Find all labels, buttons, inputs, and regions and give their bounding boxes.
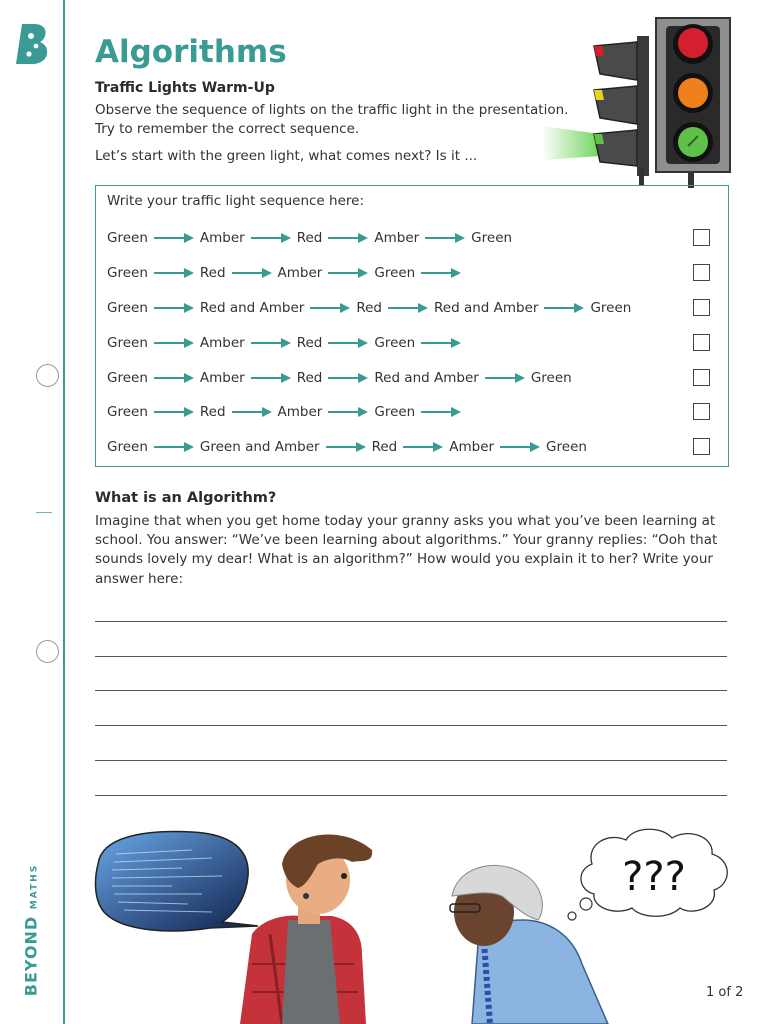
arrow-right-icon	[500, 441, 540, 453]
answer-line[interactable]	[95, 621, 727, 622]
sequence-step: Red	[371, 439, 398, 455]
algorithm-heading: What is an Algorithm?	[95, 490, 277, 506]
sequence-step: Amber	[199, 370, 245, 386]
conversation-illustration	[92, 824, 742, 1024]
sequence-checkbox-1[interactable]	[693, 229, 710, 246]
sequence-checkbox-6[interactable]	[693, 403, 710, 420]
arrow-right-icon	[251, 232, 291, 244]
sequence-step: Red and Amber	[434, 300, 539, 316]
sequence-checkbox-2[interactable]	[693, 264, 710, 281]
fold-mark	[36, 512, 52, 513]
punch-hole-bottom	[36, 640, 59, 663]
arrow-right-icon	[154, 372, 194, 384]
thought-bubble-icon	[568, 829, 727, 920]
arrow-right-icon	[232, 406, 272, 418]
warmup-line-1: Observe the sequence of lights on the traffic light in the presentation.	[95, 102, 569, 118]
sequence-step: Amber	[199, 230, 245, 246]
warmup-heading: Traffic Lights Warm-Up	[95, 80, 275, 96]
arrow-right-icon	[154, 232, 194, 244]
arrow-right-icon	[232, 267, 272, 279]
sequence-step: Red	[356, 300, 382, 316]
sequence-checkbox-7[interactable]	[693, 438, 710, 455]
sequence-box	[95, 185, 729, 467]
sequence-step: Amber	[199, 335, 245, 351]
arrow-right-icon	[154, 267, 194, 279]
beyond-logo-icon	[14, 22, 50, 66]
arrow-right-icon	[154, 302, 194, 314]
brand-subtitle: MATHS	[29, 863, 40, 910]
sequence-step: Amber	[277, 265, 323, 281]
algorithm-text-line-1: Imagine that when you get home today your granny asks you what you’ve been learning at	[95, 513, 716, 529]
sequence-option-3	[107, 298, 631, 318]
arrow-right-icon	[328, 232, 368, 244]
sequence-step: Red	[199, 265, 226, 281]
arrow-right-icon	[421, 267, 461, 279]
sequence-option-1	[107, 228, 512, 248]
sequence-step: Green	[107, 300, 148, 316]
arrow-right-icon	[251, 372, 291, 384]
sequence-step: Amber	[277, 404, 323, 420]
arrow-right-icon	[328, 267, 368, 279]
sequence-checkbox-5[interactable]	[693, 369, 710, 386]
arrow-right-icon	[310, 302, 350, 314]
sequence-step: Green	[530, 370, 572, 386]
sequence-step: Red	[296, 335, 323, 351]
sequence-option-2	[107, 263, 467, 283]
sequence-step: Green	[107, 335, 148, 351]
sequence-step: Green	[107, 370, 148, 386]
sequence-step: Green	[471, 230, 513, 246]
algorithm-text-line-4: answer here:	[95, 571, 184, 587]
sequence-step: Green	[374, 404, 416, 420]
brand-name: BEYOND	[21, 915, 41, 997]
sequence-step: Green	[374, 335, 416, 351]
algorithm-text-line-3: sounds lovely my dear! What is an algorithm?” How would you explain it to her? Write your	[95, 551, 713, 567]
speech-bubble-icon	[96, 832, 258, 931]
arrow-right-icon	[485, 372, 525, 384]
arrow-right-icon	[154, 441, 194, 453]
punch-hole-top	[36, 364, 59, 387]
arrow-right-icon	[403, 441, 443, 453]
sequence-prompt: Write your traffic light sequence here:	[107, 193, 364, 209]
traffic-light-icon	[542, 8, 742, 194]
arrow-right-icon	[154, 337, 194, 349]
warmup-line-3: Let’s start with the green light, what comes next? Is it ...	[95, 148, 478, 164]
sequence-option-6	[107, 402, 467, 422]
sequence-step: Green	[107, 265, 148, 281]
granny-figure	[450, 865, 608, 1024]
sequence-step: Red	[199, 404, 226, 420]
sequence-step: Red	[296, 370, 323, 386]
arrow-right-icon	[328, 406, 368, 418]
warmup-line-2: Try to remember the correct sequence.	[95, 121, 360, 137]
sequence-checkbox-4[interactable]	[693, 334, 710, 351]
page-title: Algorithms	[95, 34, 287, 70]
sequence-step: Green and Amber	[199, 439, 320, 455]
arrow-right-icon	[421, 406, 461, 418]
sequence-step: Green	[590, 300, 632, 316]
answer-line[interactable]	[95, 690, 727, 691]
arrow-right-icon	[328, 372, 368, 384]
side-brand	[16, 860, 46, 1000]
answer-line[interactable]	[95, 725, 727, 726]
arrow-right-icon	[388, 302, 428, 314]
sequence-step: Green	[107, 230, 148, 246]
arrow-right-icon	[328, 337, 368, 349]
thought-text: ???	[622, 854, 686, 900]
sequence-step: Red and Amber	[374, 370, 479, 386]
arrow-right-icon	[251, 337, 291, 349]
answer-line[interactable]	[95, 760, 727, 761]
arrow-right-icon	[326, 441, 366, 453]
sequence-step: Green	[107, 404, 148, 420]
sequence-step: Red	[296, 230, 323, 246]
sequence-step: Red and Amber	[199, 300, 305, 316]
sequence-step: Green	[107, 439, 148, 455]
answer-line[interactable]	[95, 656, 727, 657]
arrow-right-icon	[154, 406, 194, 418]
sequence-option-4	[107, 333, 467, 353]
sequence-step: Amber	[449, 439, 495, 455]
arrow-right-icon	[421, 337, 461, 349]
arrow-right-icon	[544, 302, 584, 314]
student-figure	[240, 834, 372, 1024]
arrow-right-icon	[425, 232, 465, 244]
answer-line[interactable]	[95, 795, 727, 796]
side-brand-text	[22, 864, 41, 996]
sequence-step: Green	[374, 265, 416, 281]
sequence-step: Amber	[374, 230, 420, 246]
sequence-checkbox-3[interactable]	[693, 299, 710, 316]
sequence-step: Green	[546, 439, 587, 455]
sequence-option-5	[107, 368, 572, 388]
page-number: 1 of 2	[706, 985, 744, 1000]
algorithm-text-line-2: school. You answer: “We’ve been learning about algorithms.” Your granny replies: “Ooh that	[95, 532, 718, 548]
page-margin-line	[63, 0, 65, 1024]
sequence-option-7	[107, 437, 587, 457]
